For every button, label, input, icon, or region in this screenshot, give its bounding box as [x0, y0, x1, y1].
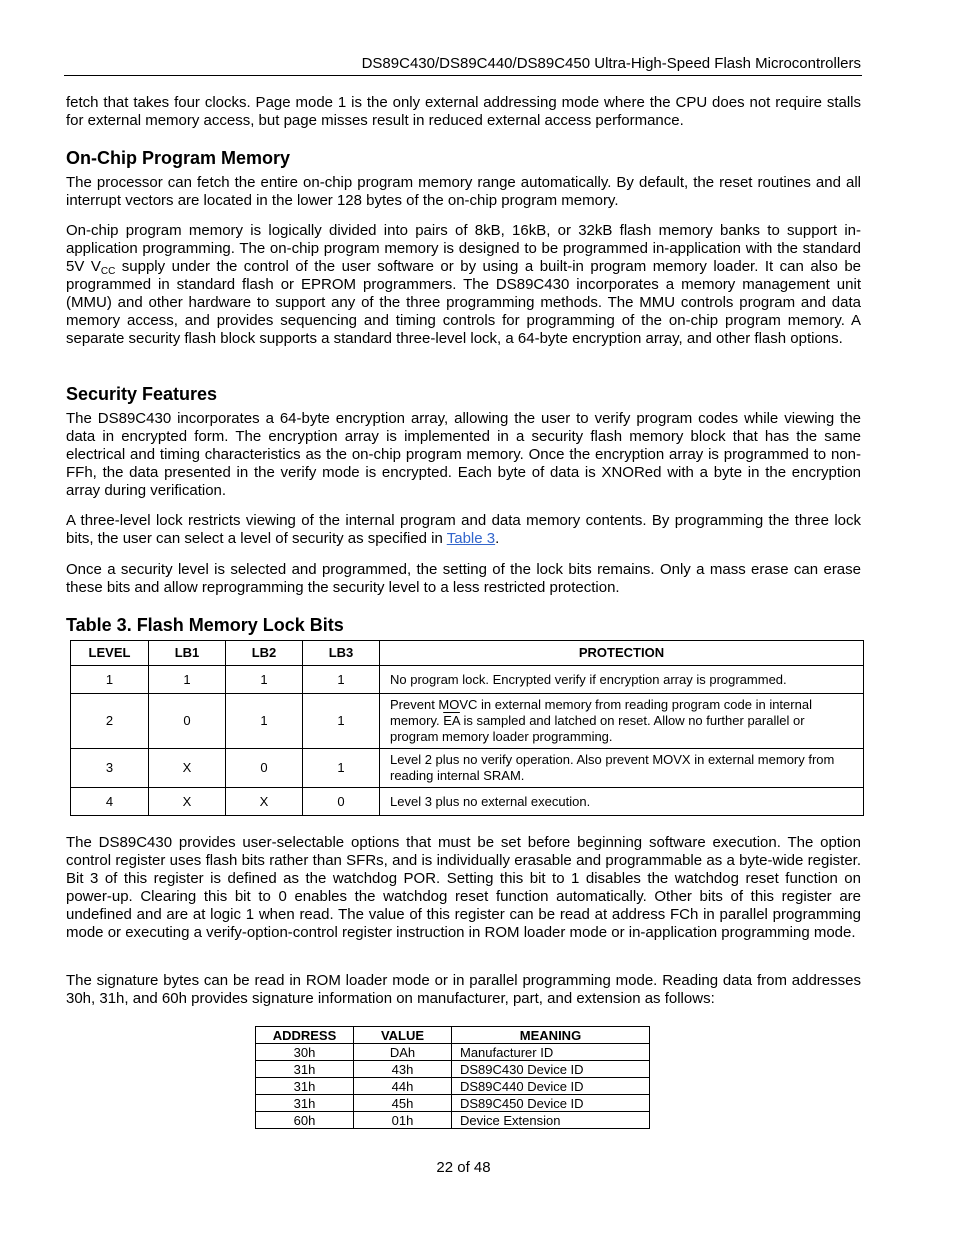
- table-row: [256, 1061, 650, 1078]
- lb3-cell: 1: [303, 694, 380, 749]
- column-header-value: VALUE: [354, 1027, 452, 1044]
- section-heading-on-chip-program-memory: On-Chip Program Memory: [66, 148, 291, 168]
- address-cell: 60h: [256, 1112, 354, 1129]
- table-header-row: [256, 1027, 650, 1044]
- table-row: [256, 1044, 650, 1061]
- column-header-lb1: LB1: [149, 641, 226, 666]
- value-cell: 44h: [354, 1078, 452, 1095]
- meaning-cell: Device Extension: [452, 1112, 650, 1129]
- value-cell: 45h: [354, 1095, 452, 1112]
- paragraph-text: supply under the control of the user software or by using a built-in program memory loader. It can also be programmed in standard flash or EPROM programmers. The DS89C430 incorporates a memory management unit (MMU) and other hardware to support any of the three programming methods. The MMU controls program and data memory access, and provides sequencing and timing controls for programming of the on-chip program memory. A separate security flash block supports a standard three-level lock, a 64-byte encryption array, and other flash options.: [66, 258, 862, 347]
- page-number: 22 of 48: [436, 1159, 491, 1176]
- paragraph-mass-erase: Once a security level is selected and programmed, the setting of the lock bits remains. Only a mass erase can erase these bits and allow reprogramming the security level to a less restricted protection.: [66, 561, 861, 596]
- protection-cell: [380, 694, 864, 749]
- meaning-cell: Manufacturer ID: [452, 1044, 650, 1061]
- paragraph-option-control-register: The DS89C430 provides user-selectable options that must be set before beginning software execution. The option control register uses flash bits rather than SFRs, and is individually erasable and programmable as a byte-wide register. Bit 3 of this register is defined as the watchdog POR. Setting this bit to 1 disables the watchdog reset function on power-up. Clearing this bit to 0 enables the watchdog reset function automatically. Other bits of this register are undefined and are at logic 1 when read. The value of this register can be read at address FCh in parallel programming mode or executing a verify-option-control register instruction in ROM loader mode or in-application programming mode.: [66, 834, 861, 941]
- value-cell: DAh: [354, 1044, 452, 1061]
- lb2-cell: 1: [226, 666, 303, 694]
- table-row: [256, 1078, 650, 1095]
- lock-bits-table: [70, 640, 864, 816]
- meaning-cell: DS89C440 Device ID: [452, 1078, 650, 1095]
- lb3-cell: 1: [303, 666, 380, 694]
- lb1-cell: 1: [149, 666, 226, 694]
- intro-paragraph: fetch that takes four clocks. Page mode 1 is the only external addressing mode where the CPU does not require stalls for external memory access, but page misses result in reduced external access performance.: [66, 94, 861, 129]
- lb1-cell: 0: [149, 694, 226, 749]
- paragraph-three-level-lock: [66, 512, 861, 548]
- level-cell: 4: [71, 788, 149, 816]
- lb1-cell: X: [149, 788, 226, 816]
- section-heading-security-features: Security Features: [66, 384, 218, 404]
- address-cell: 31h: [256, 1078, 354, 1095]
- column-header-lb2: LB2: [226, 641, 303, 666]
- meaning-cell: DS89C450 Device ID: [452, 1095, 650, 1112]
- signature-table: [255, 1026, 650, 1129]
- table-row: [71, 749, 864, 788]
- lb3-cell: 1: [303, 749, 380, 788]
- column-header-level: LEVEL: [71, 641, 149, 666]
- header-rule: [64, 75, 862, 76]
- level-cell: 3: [71, 749, 149, 788]
- running-header: DS89C430/DS89C440/DS89C450 Ultra-High-Speed Flash Microcontrollers: [361, 55, 861, 72]
- protection-text: is sampled and latched on reset. Allow no further parallel or program memory loader programming.: [390, 713, 805, 744]
- protection-cell: Level 3 plus no external execution.: [380, 788, 864, 816]
- level-cell: 2: [71, 694, 149, 749]
- protection-cell: Level 2 plus no verify operation. Also prevent MOVX in external memory from reading internal SRAM.: [380, 749, 864, 788]
- paragraph-text: .: [495, 530, 500, 547]
- table-row: [256, 1095, 650, 1112]
- ea-signal-overline: $\overline{EA}$: [443, 713, 460, 728]
- meaning-cell: DS89C430 Device ID: [452, 1061, 650, 1078]
- lb2-cell: 1: [226, 694, 303, 749]
- address-cell: 31h: [256, 1061, 354, 1078]
- table-row: [71, 788, 864, 816]
- value-cell: 43h: [354, 1061, 452, 1078]
- protection-cell: No program lock. Encrypted verify if encryption array is programmed.: [380, 666, 864, 694]
- lb3-cell: 0: [303, 788, 380, 816]
- level-cell: 1: [71, 666, 149, 694]
- value-cell: 01h: [354, 1112, 452, 1129]
- paragraph-encryption-array: The DS89C430 incorporates a 64-byte encryption array, allowing the user to verify program codes while viewing the data in encrypted form. The encryption array is implemented in a security flash memory block that has the same electrical and timing characteristics as the on-chip program memory. Once the encryption array is programmed to non-FFh, the data presented in the verify mode is encrypted. Each byte of data is XNORed with a byte in the encryption array during verification.: [66, 410, 861, 499]
- column-header-address: ADDRESS: [256, 1027, 354, 1044]
- paragraph-text: On-chip program memory is logically divided into pairs of 8kB, 16kB, or 32kB flash memory banks to support in-application programming. The on-chip program memory is designed to be programmed in-application with the standard 5V V: [66, 222, 861, 275]
- column-header-meaning: MEANING: [452, 1027, 650, 1044]
- paragraph-signature-bytes: The signature bytes can be read in ROM loader mode or in parallel programming mode. Reading data from addresses 30h, 31h, and 60h provides signature information on manufacturer, part, and extension as follows:: [66, 972, 861, 1007]
- lb2-cell: 0: [226, 749, 303, 788]
- table-row: [256, 1112, 650, 1129]
- paragraph-program-memory-banks: [66, 222, 861, 348]
- lb1-cell: X: [149, 749, 226, 788]
- paragraph-text: A three-level lock restricts viewing of the internal program and data memory contents. By programming the three lock bits, the user can select a level of security as specified in: [66, 512, 861, 547]
- table-3-link[interactable]: Table 3: [446, 530, 496, 547]
- table-row: [71, 694, 864, 749]
- paragraph-program-fetch: The processor can fetch the entire on-chip program memory range automatically. By default, the reset routines and all interrupt vectors are located in the lower 128 bytes of the on-chip program memory.: [66, 174, 861, 209]
- address-cell: 30h: [256, 1044, 354, 1061]
- lb2-cell: X: [226, 788, 303, 816]
- protection-text: Prevent MOVC in external memory from reading program code in internal memory.: [390, 697, 812, 728]
- table-caption: Table 3. Flash Memory Lock Bits: [66, 615, 344, 635]
- column-header-lb3: LB3: [303, 641, 380, 666]
- column-header-protection: PROTECTION: [380, 641, 864, 666]
- vcc-subscript: CC: [100, 266, 116, 277]
- address-cell: 31h: [256, 1095, 354, 1112]
- table-header-row: [71, 641, 864, 666]
- table-row: [71, 666, 864, 694]
